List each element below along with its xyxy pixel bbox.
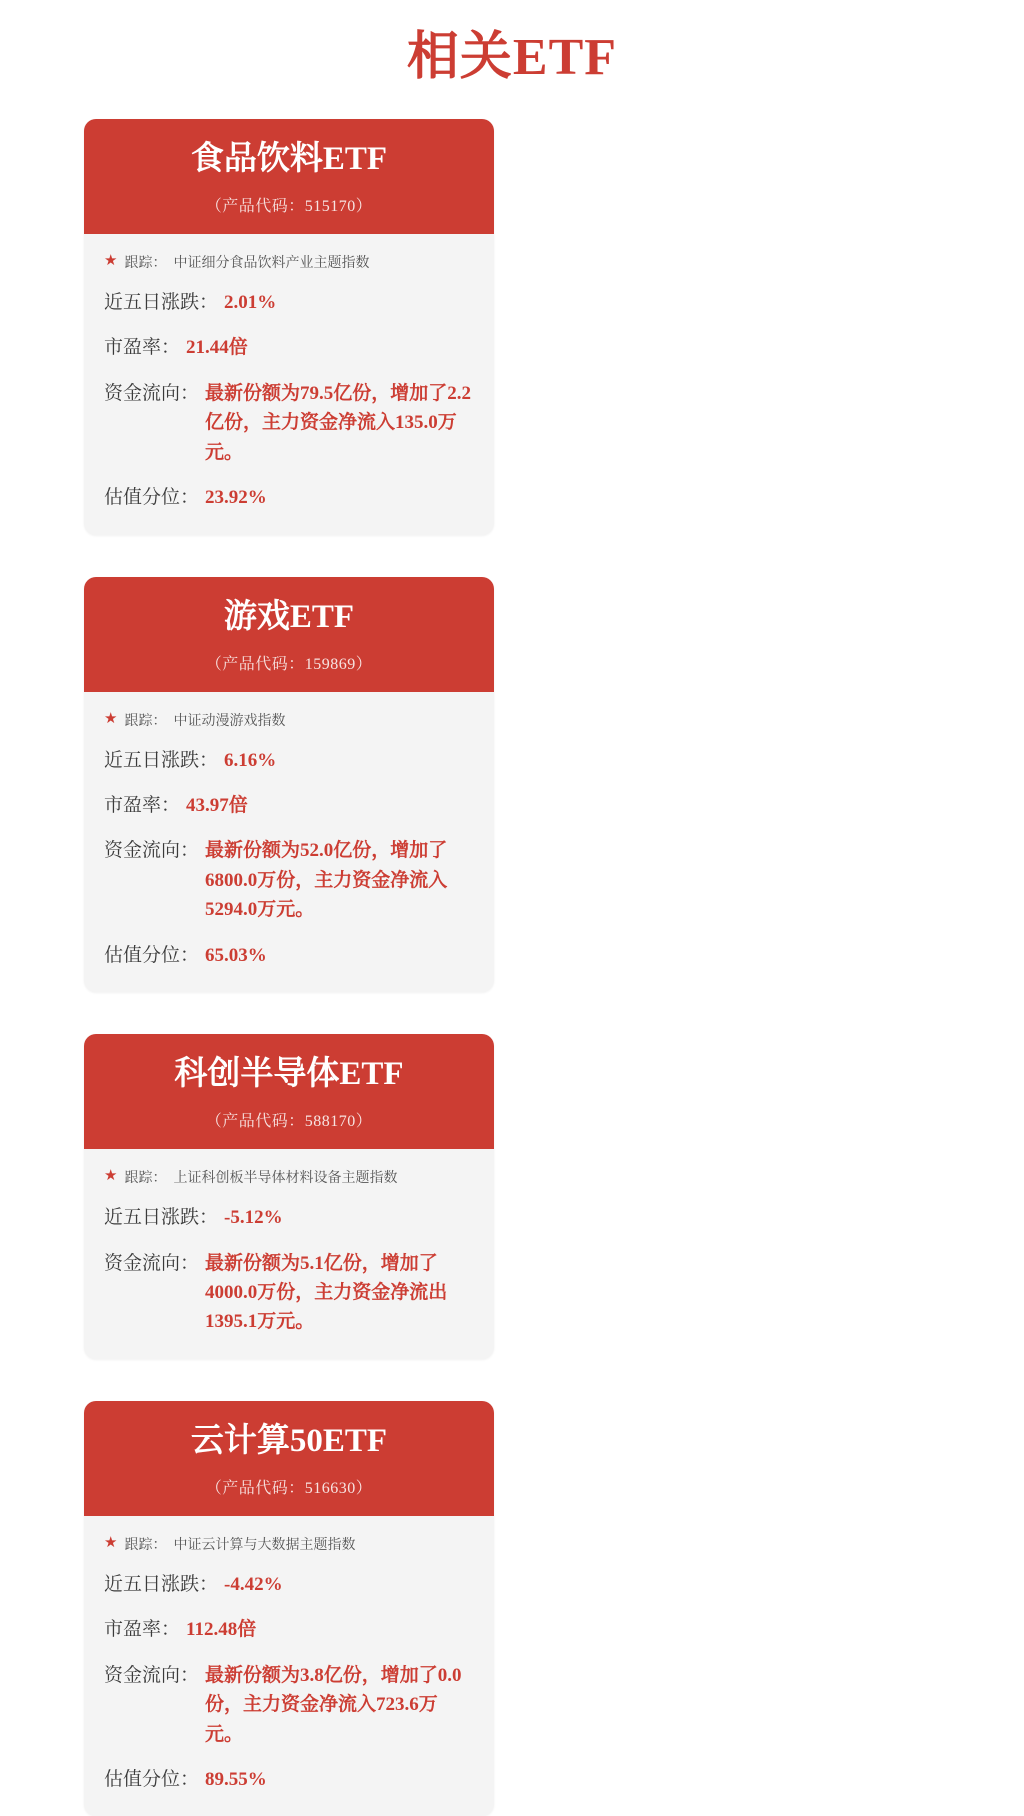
five-day-value: 2.01%: [224, 291, 277, 313]
etf-code: （产品代码：159869）: [205, 655, 373, 673]
etf-card[interactable]: [84, 119, 494, 535]
fund-flow: [104, 1249, 474, 1337]
valuation-percentile: [104, 1765, 474, 1794]
etf-card[interactable]: [84, 1034, 494, 1359]
pe-value: 43.97倍: [186, 794, 248, 816]
etf-card[interactable]: [84, 1401, 494, 1816]
tracking-index-row: [104, 1534, 474, 1554]
pe-label: 市盈率：: [104, 794, 181, 816]
etf-card-header: [84, 577, 494, 692]
tracking-label: 跟踪：: [124, 713, 167, 729]
star-icon: ★: [104, 710, 118, 727]
five-day-change: [104, 1570, 474, 1599]
star-icon: ★: [104, 252, 118, 269]
pe-ratio: [104, 333, 474, 362]
pe-ratio: [104, 1615, 474, 1644]
fund-flow-value: 最新份额为79.5亿份，增加了2.2亿份，主力资金净流入135.0万元。: [205, 382, 472, 463]
etf-name: 食品饮料ETF: [190, 141, 388, 177]
pe-label: 市盈率：: [104, 337, 181, 359]
valuation-value: 89.55%: [205, 1768, 267, 1790]
five-day-label: 近五日涨跌：: [104, 291, 219, 313]
five-day-label: 近五日涨跌：: [104, 1573, 219, 1595]
star-icon: ★: [104, 1168, 118, 1185]
fund-flow: [104, 836, 474, 924]
star-icon: ★: [104, 1534, 118, 1551]
etf-page: [0, 14, 1024, 1816]
fund-flow-label: 资金流向：: [104, 1664, 200, 1686]
five-day-change: [104, 288, 474, 317]
tracking-index: 中证动漫游戏指数: [173, 713, 286, 729]
tracking-index-row: [104, 252, 474, 272]
tracking-label: 跟踪：: [124, 255, 167, 271]
etf-name: 云计算50ETF: [190, 1422, 388, 1459]
tracking-index-row: [104, 1167, 474, 1187]
etf-code: （产品代码：588170）: [205, 1113, 373, 1131]
etf-card-grid: [84, 119, 940, 1816]
pe-ratio: [104, 791, 474, 820]
five-day-value: -5.12%: [224, 1207, 283, 1229]
fund-flow-label: 资金流向：: [104, 840, 200, 862]
pe-value: 21.44倍: [186, 337, 248, 359]
tracking-index-row: [104, 710, 474, 730]
page-title: 相关ETF: [406, 29, 618, 86]
valuation-value: 23.92%: [205, 487, 267, 509]
five-day-value: -4.42%: [224, 1573, 283, 1595]
etf-card-header: [84, 119, 494, 234]
etf-code: （产品代码：515170）: [205, 197, 373, 215]
five-day-change: [104, 1203, 474, 1232]
tracking-label: 跟踪：: [124, 1537, 167, 1553]
fund-flow-value: 最新份额为3.8亿份，增加了0.0份，主力资金净流入723.6万元。: [205, 1664, 462, 1745]
fund-flow-label: 资金流向：: [104, 382, 200, 404]
etf-name: 游戏ETF: [223, 598, 355, 635]
valuation-percentile: [104, 941, 474, 970]
valuation-label: 估值分位：: [104, 487, 200, 509]
valuation-percentile: [104, 483, 474, 512]
five-day-label: 近五日涨跌：: [104, 749, 219, 771]
etf-card-body: [84, 234, 494, 535]
etf-card-header: [84, 1401, 494, 1516]
five-day-value: 6.16%: [224, 749, 277, 771]
etf-card-body: [84, 1516, 494, 1816]
five-day-change: [104, 746, 474, 775]
fund-flow: [104, 379, 474, 467]
pe-label: 市盈率：: [104, 1619, 181, 1641]
etf-name: 科创半导体ETF: [174, 1056, 404, 1093]
etf-card-body: [84, 1149, 494, 1359]
valuation-label: 估值分位：: [104, 1768, 200, 1790]
fund-flow-value: 最新份额为5.1亿份，增加了4000.0万份，主力资金净流出1395.1万元。: [205, 1252, 448, 1333]
fund-flow: [104, 1661, 474, 1749]
tracking-index: 中证云计算与大数据主题指数: [173, 1537, 356, 1553]
fund-flow-value: 最新份额为52.0亿份，增加了6800.0万份，主力资金净流入5294.0万元。: [205, 840, 448, 921]
etf-card-body: [84, 692, 494, 993]
etf-code: （产品代码：516630）: [205, 1479, 373, 1497]
five-day-label: 近五日涨跌：: [104, 1207, 219, 1229]
valuation-value: 65.03%: [205, 944, 267, 966]
pe-value: 112.48倍: [186, 1619, 257, 1641]
valuation-label: 估值分位：: [104, 944, 200, 966]
etf-card[interactable]: [84, 577, 494, 993]
tracking-label: 跟踪：: [124, 1171, 167, 1187]
tracking-index: 上证科创板半导体材料设备主题指数: [173, 1171, 398, 1187]
etf-card-header: [84, 1034, 494, 1149]
fund-flow-label: 资金流向：: [104, 1252, 200, 1274]
tracking-index: 中证细分食品饮料产业主题指数: [173, 255, 370, 271]
